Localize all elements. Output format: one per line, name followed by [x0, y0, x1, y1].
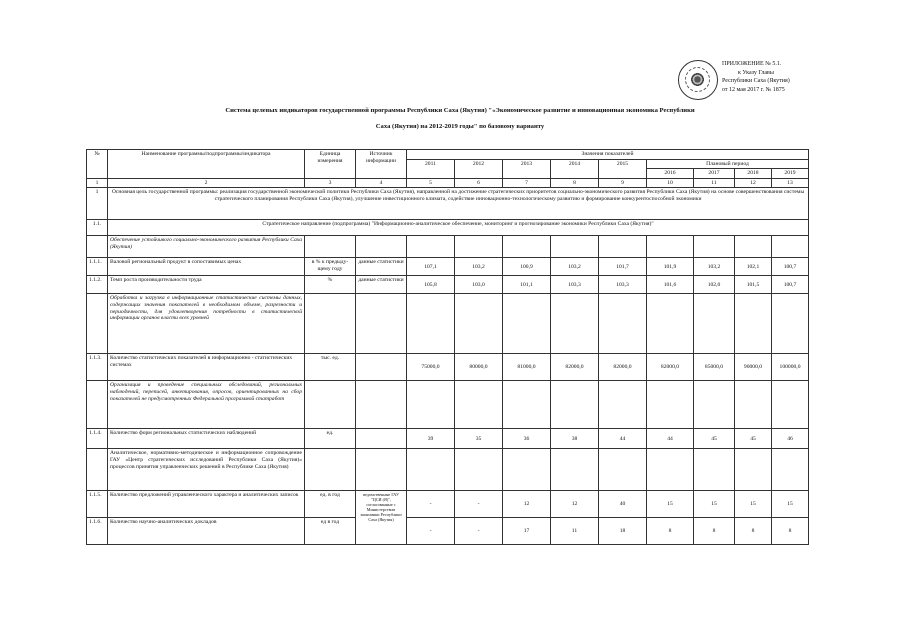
indicator-unit: ед в год — [305, 518, 356, 545]
index-cell: 13 — [772, 178, 809, 188]
value-cell: 100000,0 — [772, 354, 809, 381]
appendix-line: от 12 мая 2017 г. № 1875 — [722, 86, 785, 93]
index-cell: 3 — [305, 178, 356, 188]
indicator-name: Валовой региональный продукт в сопоставимых ценах — [108, 258, 305, 276]
row-num: 1.1.4. — [87, 429, 108, 449]
row-num: 1 — [87, 188, 108, 220]
value-cell: 105,8 — [407, 276, 455, 294]
value-cell: 103,2 — [694, 258, 735, 276]
value-cell: 38 — [551, 429, 599, 449]
task-text: Обработка и загрузка в информационные статистические системы данных, содержащих значения показателей в необходимом объеме, разрезности и периодичности, для удовлетворения потребности в статистической информации органов власти всех уровней — [108, 294, 305, 354]
indicator-source: данные статистики — [356, 276, 407, 294]
indicator-unit: % — [305, 276, 356, 294]
appendix-line: Республики Саха (Якутия) — [722, 78, 790, 85]
value-cell: 8 — [735, 518, 772, 545]
value-cell: 17 — [503, 518, 551, 545]
direction-row — [87, 220, 809, 236]
value-cell: 90000,0 — [735, 354, 772, 381]
value-cell: 45 — [694, 429, 735, 449]
header-year: 2012 — [455, 159, 503, 178]
value-cell: 101,1 — [503, 276, 551, 294]
value-cell: 15 — [647, 491, 694, 518]
value-cell: 102,0 — [694, 276, 735, 294]
row-num: 1.1.5. — [87, 491, 108, 518]
goal-text: Основная цель государственной программы: реализация государственной экономической политики Республики Саха (Якутия), направленной на достижение стратегических приоритетов социально-экономического развития Республики Саха (Якутия) на основе совершенствования системы стратегического планирования Республики Саха (Якутия), улучшение инвестиционного климата, содействие инновационно-технологическому развитию и формирование конкурентоспособной экономики — [108, 188, 809, 220]
header-num: № — [87, 150, 108, 179]
table-row — [87, 518, 809, 545]
task-text: Организация и проведение специальных обследований, региональных наблюдений, переписей, анкетирования, опросов, ориентированных на сбор показателей не предусмотренных Федеральной программой статработ — [108, 381, 305, 429]
value-cell: 44 — [647, 429, 694, 449]
index-cell: 11 — [694, 178, 735, 188]
task-row — [87, 294, 809, 354]
header-year: 2016 — [647, 169, 694, 179]
task-text: Аналитическое, нормативно-методическое и информационное сопровождение ГАУ «Центр стратегических исследований Республики Саха (Якутия)» процессов принятия управленческих решений в Республике Саха (Якутия) — [108, 449, 305, 491]
value-cell: 103,3 — [599, 276, 647, 294]
indicator-name: Количество научно-аналитических докладов — [108, 518, 305, 545]
value-cell: 101,6 — [647, 276, 694, 294]
indicator-unit: в % к предыду-щему году — [305, 258, 356, 276]
header-year: 2019 — [772, 169, 809, 179]
header-year: 2013 — [503, 159, 551, 178]
value-cell: 100,9 — [503, 258, 551, 276]
value-cell: - — [455, 518, 503, 545]
header-year: 2011 — [407, 159, 455, 178]
task-text: Обеспечение устойчивого социально-экономического развития Республики Саха (Якутия) — [108, 236, 305, 258]
goal-row — [87, 188, 809, 220]
header-values: Значения показателей — [407, 150, 809, 160]
index-cell: 9 — [599, 178, 647, 188]
value-cell: 81000,0 — [503, 354, 551, 381]
table-row — [87, 354, 809, 381]
value-cell: 39 — [407, 429, 455, 449]
header-year: 2017 — [694, 169, 735, 179]
table-row — [87, 491, 809, 518]
header-year: 2014 — [551, 159, 599, 178]
value-cell: 36 — [503, 429, 551, 449]
indicator-name: Количество статистических показателей в информационно - статистических системах — [108, 354, 305, 381]
value-cell: 15 — [772, 491, 809, 518]
value-cell: 35 — [455, 429, 503, 449]
value-cell: 8 — [694, 518, 735, 545]
value-cell: 103,0 — [455, 276, 503, 294]
header-name: Наименование программы/подпрограммы/индикатора — [108, 150, 305, 179]
value-cell: 82000,0 — [647, 354, 694, 381]
header-year: 2015 — [599, 159, 647, 178]
header-unit: Единица измерения — [305, 150, 356, 179]
indicator-source — [356, 429, 407, 449]
value-cell: 12 — [551, 491, 599, 518]
value-cell: 15 — [735, 491, 772, 518]
indicator-unit: ед. в год — [305, 491, 356, 518]
index-row — [87, 178, 809, 188]
value-cell: 75000,0 — [407, 354, 455, 381]
value-cell: 44 — [599, 429, 647, 449]
index-cell: 1 — [87, 178, 108, 188]
indicator-name: Количество предложений управленческого характера и аналитических записок — [108, 491, 305, 518]
value-cell: - — [407, 518, 455, 545]
value-cell: 82000,0 — [599, 354, 647, 381]
value-cell: 101,7 — [599, 258, 647, 276]
value-cell: 80000,0 — [455, 354, 503, 381]
header-source: Источник информации — [356, 150, 407, 179]
index-cell: 8 — [551, 178, 599, 188]
index-cell: 12 — [735, 178, 772, 188]
appendix-line: к Указу Главы — [738, 69, 774, 76]
row-num: 1.1.1. — [87, 258, 108, 276]
value-cell: 11 — [551, 518, 599, 545]
value-cell: 103,2 — [455, 258, 503, 276]
appendix-note — [722, 60, 842, 94]
row-num: 1.1.2. — [87, 276, 108, 294]
value-cell: 18 — [599, 518, 647, 545]
index-cell: 6 — [455, 178, 503, 188]
title-line: Система целевых индикаторов государственной программы Республики Саха (Якутия) "«Экономическое развитие и инновационная экономика Республики — [225, 107, 695, 114]
value-cell: 15 — [694, 491, 735, 518]
value-cell: 102,1 — [735, 258, 772, 276]
task-row — [87, 449, 809, 491]
header-year: 2018 — [735, 169, 772, 179]
value-cell: 101,5 — [735, 276, 772, 294]
appendix-line: ПРИЛОЖЕНИЕ № 5.1. — [722, 61, 782, 67]
value-cell: 103,3 — [551, 276, 599, 294]
value-cell: - — [455, 491, 503, 518]
indicator-source: ведомственные ГАУ "ЦСИ (Я)", согласованные с Министерством экономики Республики Саха (Якутия) — [356, 491, 407, 545]
indicator-source: данные статистики — [356, 258, 407, 276]
value-cell: 82000,0 — [551, 354, 599, 381]
value-cell: 107,1 — [407, 258, 455, 276]
direction-text: Стратегическое направление (подпрограмма) "Информационно-аналитическое обеспечение, мониторинг и прогнозирование экономики Республики Саха (Якутия)" — [108, 220, 809, 236]
row-num: 1.1.6. — [87, 518, 108, 545]
indicator-name: Темп роста производительности труда — [108, 276, 305, 294]
document-title — [120, 103, 800, 135]
index-cell: 4 — [356, 178, 407, 188]
indicators-table — [86, 149, 809, 545]
indicator-name: Количество форм региональных статистических наблюдений — [108, 429, 305, 449]
row-num: 1.1.3. — [87, 354, 108, 381]
value-cell: - — [407, 491, 455, 518]
seal-emblem — [690, 72, 705, 87]
value-cell: 8 — [772, 518, 809, 545]
index-cell: 5 — [407, 178, 455, 188]
value-cell: 103,2 — [551, 258, 599, 276]
title-line: Саха (Якутия) на 2012-2019 годы" по базовому варианту — [375, 123, 545, 130]
index-cell: 10 — [647, 178, 694, 188]
task-row — [87, 381, 809, 429]
value-cell: 8 — [647, 518, 694, 545]
row-num: 1.1. — [87, 220, 108, 236]
value-cell: 85000,0 — [694, 354, 735, 381]
value-cell: 40 — [599, 491, 647, 518]
value-cell: 101,9 — [647, 258, 694, 276]
indicator-unit: тыс. ед. — [305, 354, 356, 381]
official-seal-icon — [678, 60, 718, 100]
table-row — [87, 429, 809, 449]
indicator-source — [356, 354, 407, 381]
table-row — [87, 258, 809, 276]
value-cell: 45 — [735, 429, 772, 449]
header-plan: Плановый период — [647, 159, 809, 169]
index-cell: 2 — [108, 178, 305, 188]
indicator-unit: ед. — [305, 429, 356, 449]
value-cell: 100,7 — [772, 276, 809, 294]
value-cell: 12 — [503, 491, 551, 518]
value-cell: 46 — [772, 429, 809, 449]
value-cell: 100,7 — [772, 258, 809, 276]
index-cell: 7 — [503, 178, 551, 188]
table-row — [87, 276, 809, 294]
task-row — [87, 236, 809, 258]
